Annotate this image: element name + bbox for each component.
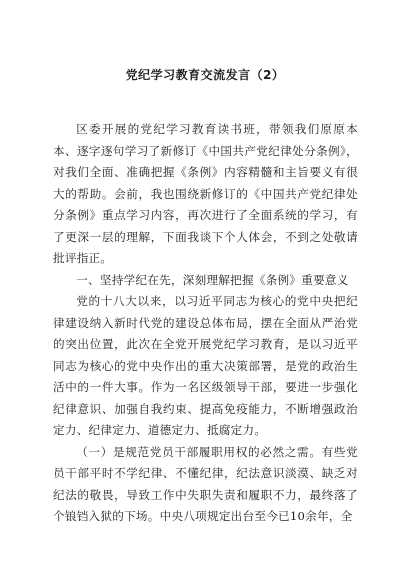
- page-title: 党纪学习教育交流发言（2）: [125, 68, 285, 82]
- section-heading-1: 一、坚持学纪在先，深刻理解把握《条例》重要意义: [76, 272, 349, 287]
- paragraph-subsection-1: （一）是规范党员干部履职用权的必然之需。有些党员干部平时不学纪律、不懂纪律，纪法意识淡漠、缺乏对纪法的敬畏，导致工作中失职失责和履职不力，最终落了个锒铛入狱的下场。中央八项规定出台至今已10余年，全: [53, 444, 358, 523]
- paragraph-intro: 区委开展的党纪学习教育读书班，带领我们原原本本、逐字逐句学习了新修订《中国共产党纪律处分条例》，对我们全面、准确把握《条例》内容精髓和主旨要义有很大的帮助。会前，我也围绕新修订的《中国共产党纪律处分条例》重点学习内容，再次进行了全面系统的学习，有了更深一层的理解，下面我谈下个人体会，不到之处敬请批评指正。: [53, 122, 358, 265]
- document-body: [53, 119, 358, 528]
- paragraph-section-1: 党的十八大以来，以习近平同志为核心的党中央把纪律建设纳入新时代党的建设总体布局，摆在全面从严治党的突出位置，此次在全党开展党纪学习教育，是以习近平同志为核心的党中央作出的重大决策部署，是党的政治生活中的一件大事。作为一名区级领导干部，要进一步强化纪律意识、加强自我约束、提高免疫能力，不断增强政治定力、纪律定力、道德定力、抵腐定力。: [53, 294, 358, 437]
